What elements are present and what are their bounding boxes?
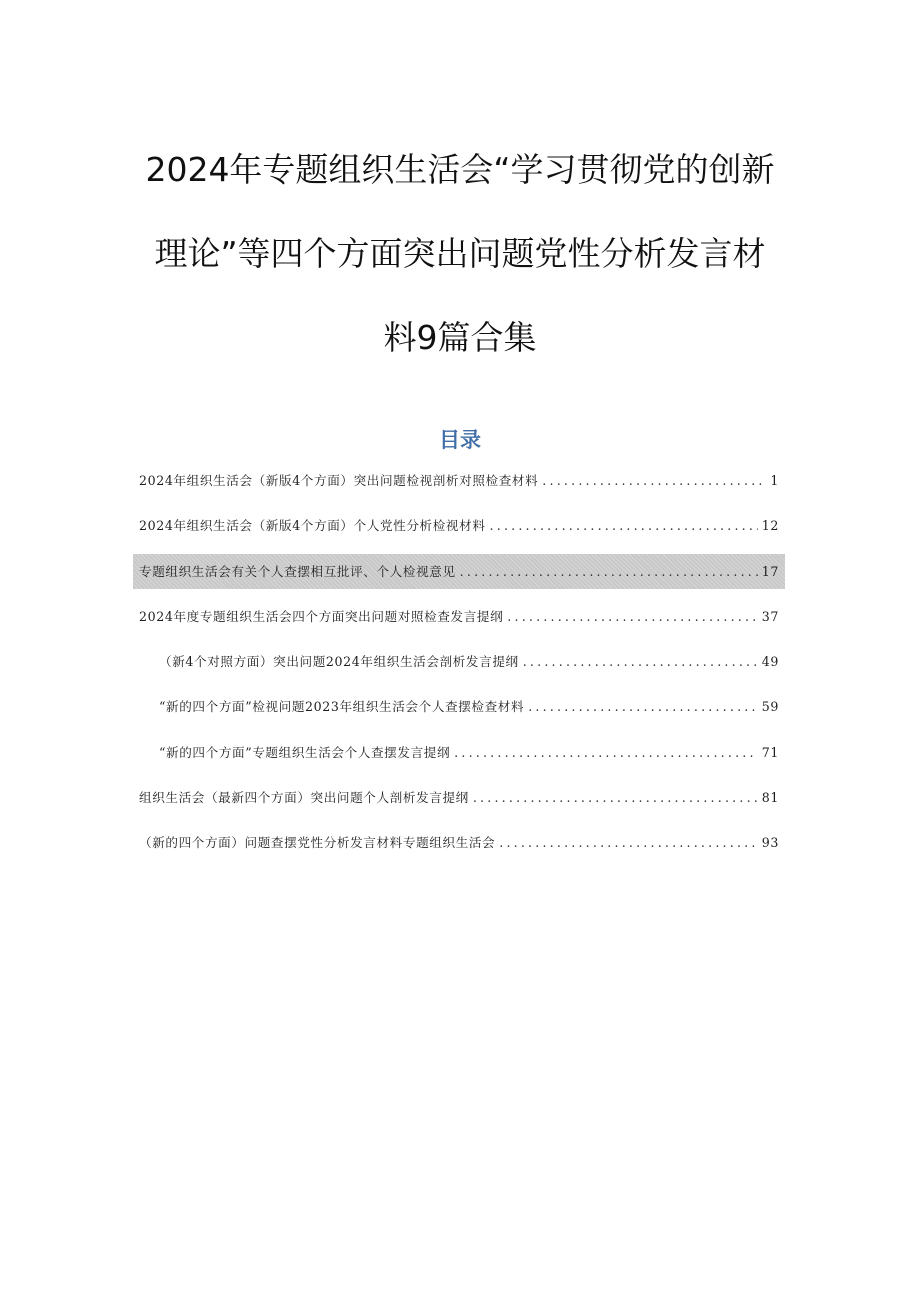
toc-entry-page: 17 — [761, 563, 779, 579]
document-title-line-2: 理论”等四个方面突出问题党性分析发言材 — [154, 234, 766, 273]
toc-entry[interactable] — [133, 775, 785, 820]
toc-entry-page: 81 — [761, 790, 779, 806]
toc-entry-title: （新4个对照方面）突出问题2024年组织生活会剖析发言提纲 — [159, 654, 519, 670]
table-of-contents — [133, 458, 785, 866]
toc-entry-title: 2024年度专题组织生活会四个方面突出问题对照检查发言提纲 — [139, 608, 504, 624]
toc-entry-page: 37 — [761, 608, 779, 624]
toc-entry-title: （新的四个方面）问题查摆党性分析发言材料专题组织生活会 — [139, 835, 496, 851]
toc-entry-title: 专题组织生活会有关个人查摆相互批评、个人检视意见 — [139, 563, 456, 579]
document-title-line-1: 2024年专题组织生活会“学习贯彻党的创新 — [145, 150, 775, 189]
toc-leader-dots — [499, 820, 758, 865]
toc-entry-page: 93 — [761, 835, 779, 851]
toc-leader-dots — [460, 554, 758, 589]
toc-entry-title: 2024年组织生活会（新版4个方面）个人党性分析检视材料 — [139, 518, 486, 534]
toc-entry-title: 2024年组织生活会（新版4个方面）突出问题检视剖析对照检查材料 — [139, 473, 539, 488]
document-title — [100, 128, 820, 380]
toc-entry-page: 1 — [770, 473, 779, 488]
toc-leader-dots — [542, 458, 766, 503]
toc-entry[interactable] — [133, 820, 785, 865]
toc-entry-page: 71 — [761, 744, 779, 760]
toc-entry-selected[interactable] — [133, 554, 785, 589]
toc-entry[interactable] — [133, 639, 785, 684]
toc-leader-dots — [528, 684, 758, 729]
toc-entry-title: “新的四个方面”专题组织生活会个人查摆发言提纲 — [159, 744, 451, 760]
toc-leader-dots — [490, 503, 758, 548]
toc-entry-title: “新的四个方面”检视问题2023年组织生活会个人查摆检查材料 — [159, 699, 525, 715]
toc-entry-page: 49 — [761, 654, 779, 670]
toc-leader-dots — [523, 639, 758, 684]
toc-leader-dots — [454, 730, 758, 775]
toc-entry-title: 组织生活会（最新四个方面）突出问题个人剖析发言提纲 — [139, 790, 469, 806]
toc-entry[interactable] — [133, 458, 785, 503]
toc-entry[interactable] — [133, 594, 785, 639]
toc-heading: 目录 — [439, 428, 481, 452]
toc-leader-dots — [473, 775, 758, 820]
toc-leader-dots — [507, 594, 757, 639]
toc-entry[interactable] — [133, 730, 785, 775]
toc-entry[interactable] — [133, 503, 785, 548]
toc-entry-page: 12 — [761, 518, 779, 534]
document-title-line-3: 料9篇合集 — [383, 318, 537, 357]
toc-entry-page: 59 — [761, 699, 779, 715]
toc-entry[interactable] — [133, 684, 785, 729]
